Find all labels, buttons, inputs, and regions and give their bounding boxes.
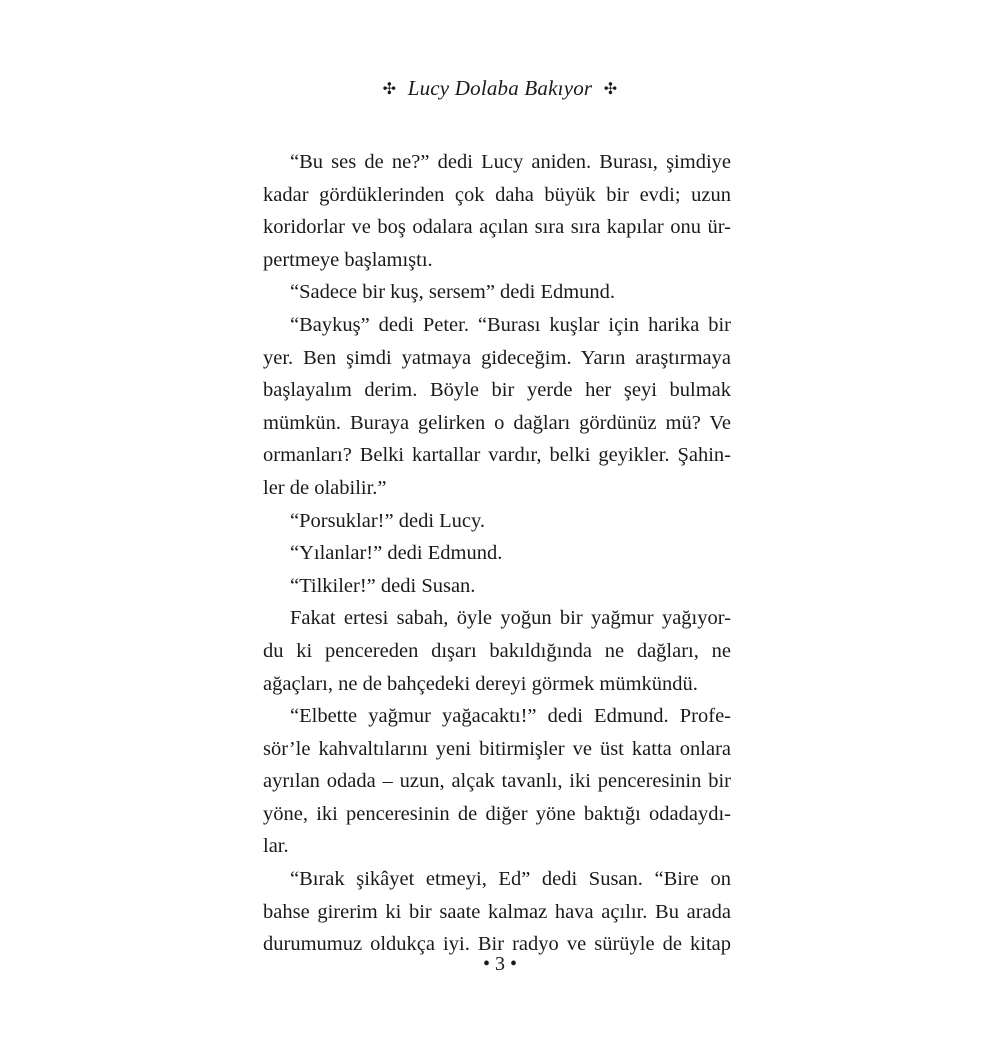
text-line: “Elbette yağmur yağacaktı!” dedi Edmund. Profe- (290, 705, 731, 728)
text-line: kadar gördüklerinden çok daha büyük bir evdi; uzun (263, 183, 731, 206)
text-line: “Yılanlar!” dedi Edmund. (290, 542, 503, 565)
paragraph (263, 146, 731, 276)
paragraph (263, 276, 731, 309)
text-line: ler de olabilir.” (263, 476, 387, 499)
paragraph (263, 570, 731, 603)
text-line: ormanları? Belki kartallar vardır, belki geyikler. Şahin- (263, 444, 731, 467)
text-line: “Bu ses de ne?” dedi Lucy aniden. Burası, şimdiye (290, 151, 731, 173)
text-line: “Sadece bir kuş, sersem” dedi Edmund. (290, 281, 616, 304)
text-line: Fakat ertesi sabah, öyle yoğun bir yağmur yağıyor- (290, 607, 731, 630)
ornament-left-icon: ✣ (382, 81, 397, 98)
paragraph (263, 700, 731, 863)
text-line: ağaçları, ne de bahçedeki dereyi görmek mümkündü. (263, 672, 698, 695)
paragraph (263, 537, 731, 570)
paragraph (263, 602, 731, 700)
text-line: başlayalım derim. Böyle bir yerde her şeyi bulmak (263, 379, 731, 402)
running-head (0, 76, 1000, 101)
text-line: mümkün. Buraya gelirken o dağları gördünüz mü? Ve (263, 411, 731, 434)
text-line: “Tilkiler!” dedi Susan. (290, 574, 476, 597)
text-line: “Baykuş” dedi Peter. “Burası kuşlar için harika bir (290, 313, 731, 336)
text-line: pertmeye başlamıştı. (263, 248, 433, 271)
text-line: yer. Ben şimdi yatmaya gideceğim. Yarın araştırmaya (263, 346, 731, 369)
text-line: durumumuz oldukça iyi. Bir radyo ve sürüyle de kitap (263, 933, 731, 956)
text-line: sör’le kahvaltılarını yeni bitirmişler ve üst katta onlara (263, 737, 731, 760)
text-line: “Bırak şikâyet etmeyi, Ed” dedi Susan. “Bire on (290, 868, 731, 891)
paragraph (263, 505, 731, 538)
body-text (263, 146, 731, 961)
paragraph (263, 863, 731, 961)
text-line: “Porsuklar!” dedi Lucy. (290, 509, 486, 532)
page-number: • 3 • (482, 953, 517, 975)
text-line: bahse girerim ki bir saate kalmaz hava açılır. Bu arada (263, 900, 731, 923)
paragraph (263, 309, 731, 505)
text-line: du ki pencereden dışarı bakıldığında ne dağları, ne (263, 639, 731, 662)
chapter-title: Lucy Dolaba Bakıyor (407, 76, 593, 100)
text-line: koridorlar ve boş odalara açılan sıra sıra kapılar onu ür- (263, 216, 731, 239)
text-line: yöne, iki penceresinin de diğer yöne baktığı odadaydı- (263, 802, 731, 825)
text-line: lar. (263, 835, 289, 858)
text-line: ayrılan odada – uzun, alçak tavanlı, iki penceresinin bir (263, 770, 731, 793)
ornament-right-icon: ✣ (603, 81, 618, 98)
